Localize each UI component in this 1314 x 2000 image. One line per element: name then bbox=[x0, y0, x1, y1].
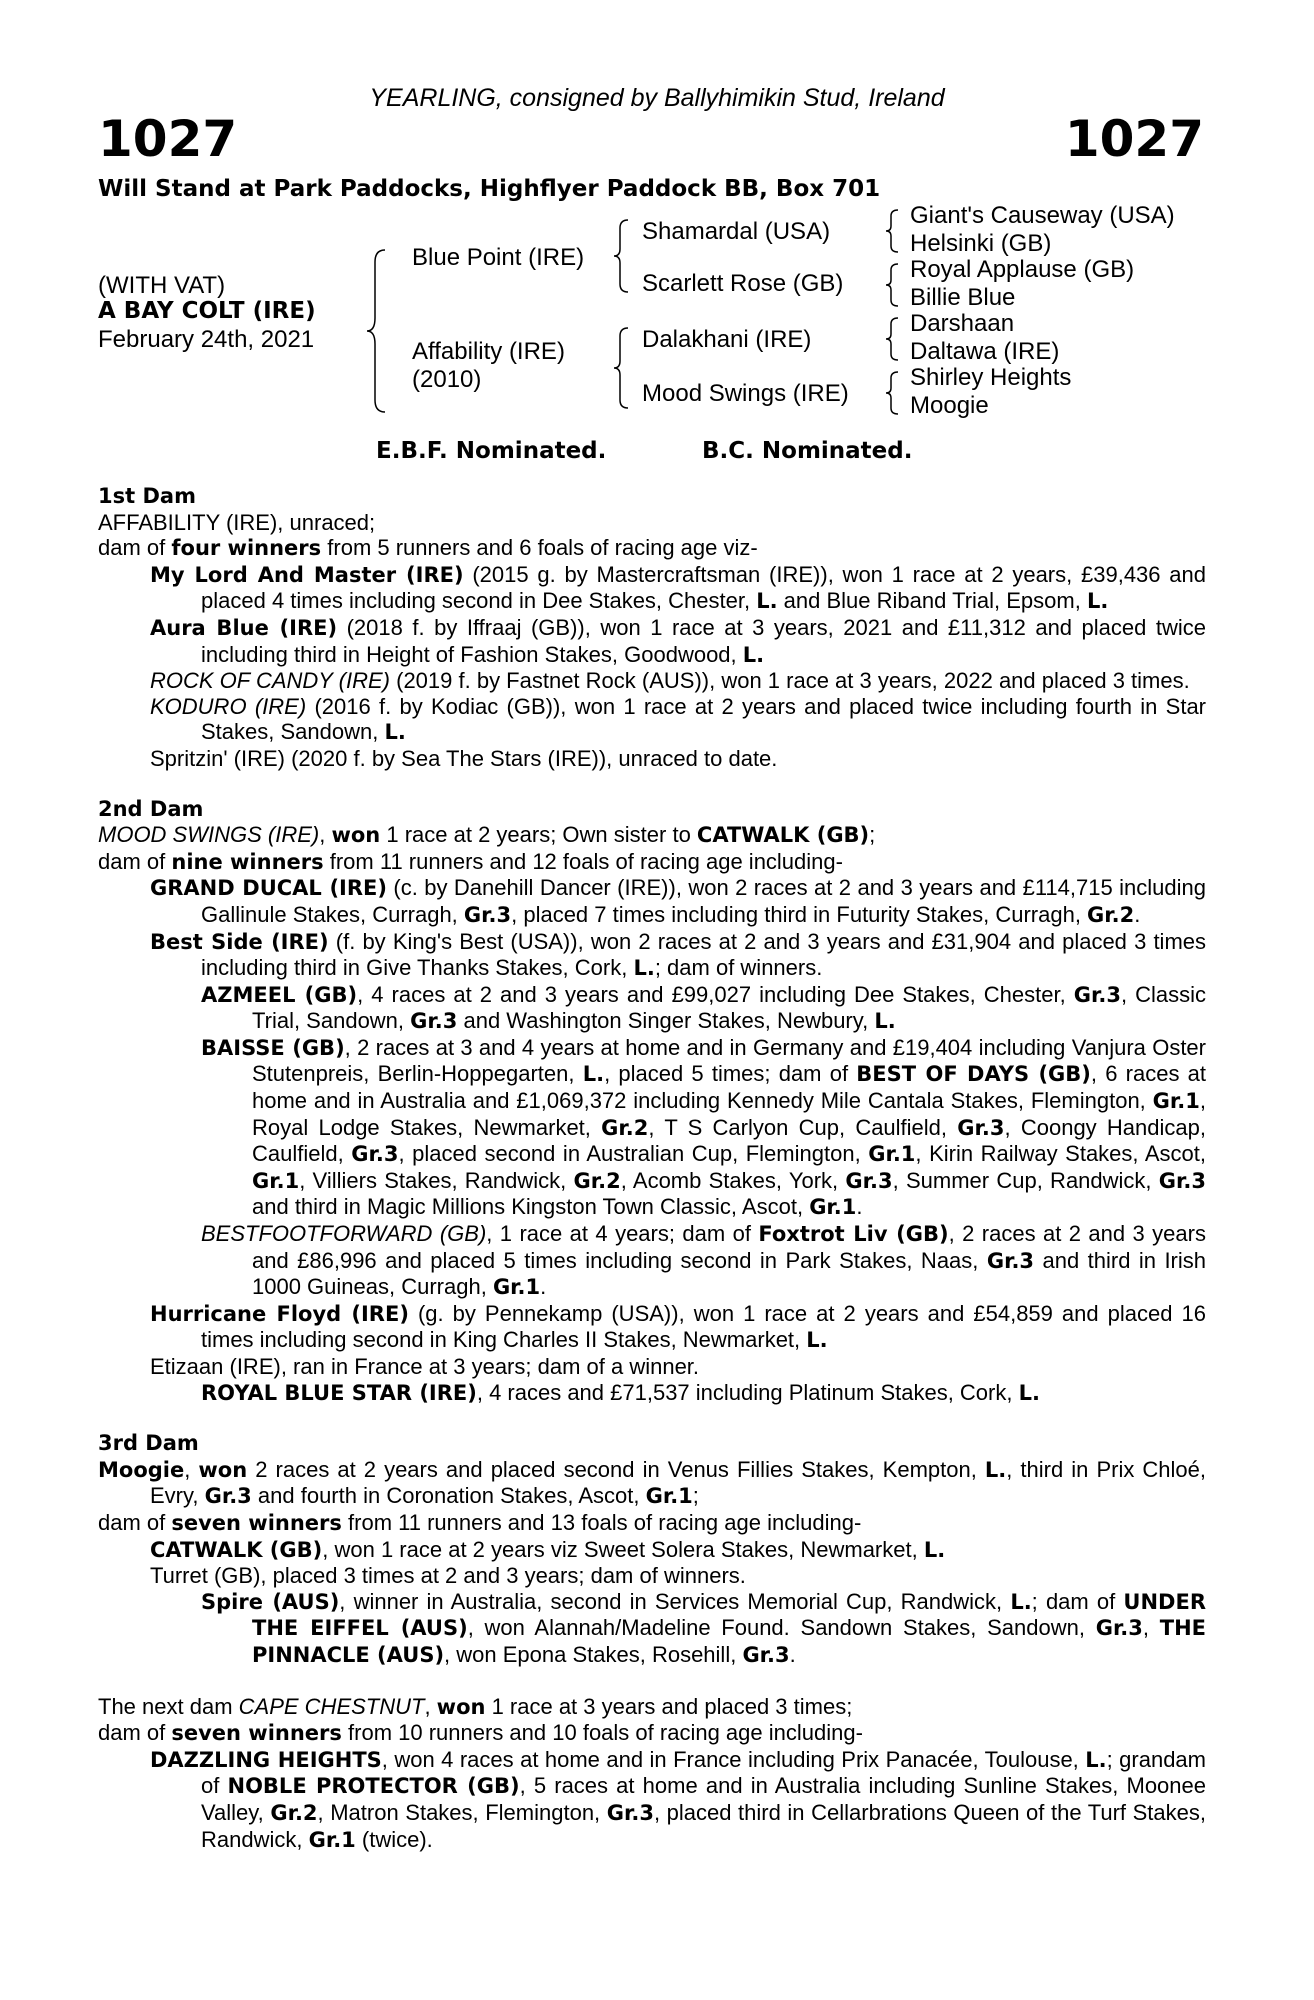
produce-entry: Aura Blue (IRE) (2018 f. by Iffraaj (GB)), won 1 race at 3 years, 2021 and £11,312 and placed twice including third in Height of Fashion Stakes, Goodwood, L. bbox=[150, 614, 1207, 667]
pedigree-brace-ggp2 bbox=[884, 262, 902, 308]
pedigree-brace-main bbox=[365, 248, 389, 414]
pedigree-brace-dam bbox=[612, 326, 632, 410]
lot-name: A BAY COLT (IRE) bbox=[98, 298, 316, 324]
first-dam-heading: 1st Dam bbox=[98, 484, 196, 508]
second-dam-produce-summary: dam of nine winners from 11 runners and 12 foals of racing age including- bbox=[98, 848, 843, 874]
stand-location: Will Stand at Park Paddocks, Highflyer Paddock BB, Box 701 bbox=[98, 176, 881, 202]
vat-note: (WITH VAT) bbox=[98, 272, 226, 299]
ggp-4: Billie Blue bbox=[910, 284, 1016, 311]
ggp-6: Daltawa (IRE) bbox=[910, 338, 1060, 365]
pedigree-brace-ggp4 bbox=[884, 370, 902, 416]
dam-year: (2010) bbox=[412, 366, 482, 393]
grandproduce-entry: AZMEEL (GB), 4 races at 2 and 3 years and £99,027 including Dee Stakes, Chester, Gr.3, Classic Trial, Sandown, Gr.3 and Washington Singer Stakes, Newbury, L. bbox=[201, 981, 1206, 1034]
ggp-7: Shirley Heights bbox=[910, 364, 1072, 391]
ggp-8: Moogie bbox=[910, 392, 989, 419]
grandproduce-entry: ROYAL BLUE STAR (IRE), 4 races and £71,537 including Platinum Stakes, Cork, L. bbox=[201, 1379, 1040, 1405]
dam: Affability (IRE) bbox=[412, 338, 565, 365]
produce-entry: Best Side (IRE) (f. by King's Best (USA)), won 2 races at 2 and 3 years and £31,904 and placed 3 times including third in Give Thanks Stakes, Cork, L.; dam of winners. bbox=[150, 928, 1207, 981]
first-dam-produce-summary: dam of four winners from 5 runners and 6 foals of racing age viz- bbox=[98, 535, 758, 561]
pedigree-brace-ggp3 bbox=[884, 316, 902, 362]
lot-number-right: 1027 bbox=[1064, 110, 1204, 168]
produce-entry: Etizaan (IRE), ran in France at 3 years; dam of a winner. bbox=[150, 1354, 700, 1379]
ggp-2: Helsinki (GB) bbox=[910, 230, 1052, 257]
sire-dam: Scarlett Rose (GB) bbox=[642, 270, 844, 297]
third-dam-produce-summary: dam of seven winners from 11 runners and 13 foals of racing age including- bbox=[98, 1509, 862, 1535]
produce-entry: GRAND DUCAL (IRE) (c. by Danehill Dancer (IRE)), won 2 races at 2 and 3 years and £114,715 including Gallinule Stakes, Curragh, Gr.3, placed 7 times including third in Futurity Stakes, Curragh, Gr.2. bbox=[150, 875, 1206, 927]
third-dam-line: Moogie, won 2 races at 2 years and placed second in Venus Fillies Stakes, Kempton, L., third in Prix Chloé, Evry, Gr.3 and fourth in Coronation Stakes, Ascot, Gr.1; bbox=[98, 1456, 1206, 1509]
grandproduce-entry: BAISSE (GB), 2 races at 3 and 4 years at home and in Germany and £19,404 including Vanjura Oster Stutenpreis, Berlin-Hoppegarten, L., placed 5 times; dam of BEST OF DAYS (GB), 6 races at home and in Australia and £1,069,372 including Kennedy Mile Cantala Stakes, Flemington, Gr.1, Royal Lodge Stakes, Newmarket, Gr.2, T S Carlyon Cup, Caulfield, Gr.3, Coongy Handicap, Caulfield, Gr.3, placed second in Australian Cup, Flemington, Gr.1, Kirin Railway Stakes, Ascot, Gr.1, Villiers Stakes, Randwick, Gr.2, Acomb Stakes, York, Gr.3, Summer Cup, Randwick, Gr.3 and third in Magic Millions Kingston Town Classic, Ascot, Gr.1. bbox=[201, 1034, 1206, 1220]
first-dam-line: AFFABILITY (IRE), unraced; bbox=[98, 509, 376, 535]
lot-number-left: 1027 bbox=[98, 110, 238, 168]
next-dam-produce-summary: dam of seven winners from 10 runners and 10 foals of racing age including- bbox=[98, 1720, 863, 1746]
pedigree-brace-ggp1 bbox=[884, 208, 902, 254]
consignment-line: YEARLING, consigned by Ballyhimikin Stud, Ireland bbox=[369, 84, 945, 112]
produce-entry: DAZZLING HEIGHTS, won 4 races at home and in France including Prix Panacée, Toulouse, L.; grandam of NOBLE PROTECTOR (GB), 5 races at home and in Australia including Sunline Stakes, Moonee Valley, Gr.2, Matron Stakes, Flemington, Gr.3, placed third in Cellarbrations Queen of the Turf Stakes, Randwick, Gr.1 (twice). bbox=[150, 1746, 1206, 1852]
second-dam-line: MOOD SWINGS (IRE), won 1 race at 2 years; Own sister to CATWALK (GB); bbox=[98, 822, 876, 848]
ggp-1: Giant's Causeway (USA) bbox=[910, 202, 1175, 229]
grandproduce-entry: BESTFOOTFORWARD (GB), 1 race at 4 years; dam of Foxtrot Liv (GB), 2 races at 2 and 3 years and £86,996 and placed 5 times including second in Park Stakes, Naas, Gr.3 and third in Irish 1000 Guineas, Curragh, Gr.1. bbox=[201, 1221, 1206, 1300]
dam-sire: Dalakhani (IRE) bbox=[642, 326, 812, 353]
next-dam-line: The next dam CAPE CHESTNUT, won 1 race at 3 years and placed 3 times; bbox=[98, 1693, 853, 1719]
produce-entry: My Lord And Master (IRE) (2015 g. by Mastercraftsman (IRE)), won 1 race at 2 years, £39,436 and placed 4 times including second in Dee Stakes, Chester, L. and Blue Riband Trial, Epsom, L. bbox=[150, 561, 1206, 614]
produce-entry: CATWALK (GB), won 1 race at 2 years viz Sweet Solera Stakes, Newmarket, L. bbox=[150, 1536, 946, 1562]
pedigree-details bbox=[98, 484, 1206, 1853]
produce-entry: Turret (GB), placed 3 times at 2 and 3 years; dam of winners. bbox=[150, 1563, 746, 1589]
produce-entry: Spritzin' (IRE) (2020 f. by Sea The Stars (IRE)), unraced to date. bbox=[150, 745, 778, 771]
ggp-5: Darshaan bbox=[910, 310, 1015, 337]
ggp-3: Royal Applause (GB) bbox=[910, 256, 1135, 283]
produce-entry: ROCK OF CANDY (IRE) (2019 f. by Fastnet Rock (AUS)), won 1 race at 3 years, 2022 and placed 3 times. bbox=[150, 668, 1190, 694]
ebf-nomination: E.B.F. Nominated. bbox=[376, 438, 607, 464]
sire-sire: Shamardal (USA) bbox=[642, 218, 831, 245]
second-dam-heading: 2nd Dam bbox=[98, 796, 204, 821]
produce-entry: Hurricane Floyd (IRE) (g. by Pennekamp (USA)), won 1 race at 2 years and £54,859 and placed 16 times including second in King Charles II Stakes, Newmarket, L. bbox=[150, 1300, 1206, 1353]
sire: Blue Point (IRE) bbox=[412, 244, 585, 271]
grandproduce-entry: Spire (AUS), winner in Australia, second in Services Memorial Cup, Randwick, L.; dam of UNDER THE EIFFEL (AUS), won Alannah/Madeline Found. Sandown Stakes, Sandown, Gr.3, THE PINNACLE (AUS), won Epona Stakes, Rosehill, Gr.3. bbox=[201, 1588, 1207, 1667]
bc-nomination: B.C. Nominated. bbox=[702, 438, 913, 464]
dam-dam: Mood Swings (IRE) bbox=[642, 380, 849, 407]
foaling-date: February 24th, 2021 bbox=[98, 326, 315, 353]
third-dam-heading: 3rd Dam bbox=[98, 1431, 199, 1456]
pedigree-brace-sire bbox=[612, 218, 632, 294]
produce-entry: KODURO (IRE) (2016 f. by Kodiac (GB)), won 1 race at 2 years and placed twice including fourth in Star Stakes, Sandown, L. bbox=[150, 693, 1207, 745]
